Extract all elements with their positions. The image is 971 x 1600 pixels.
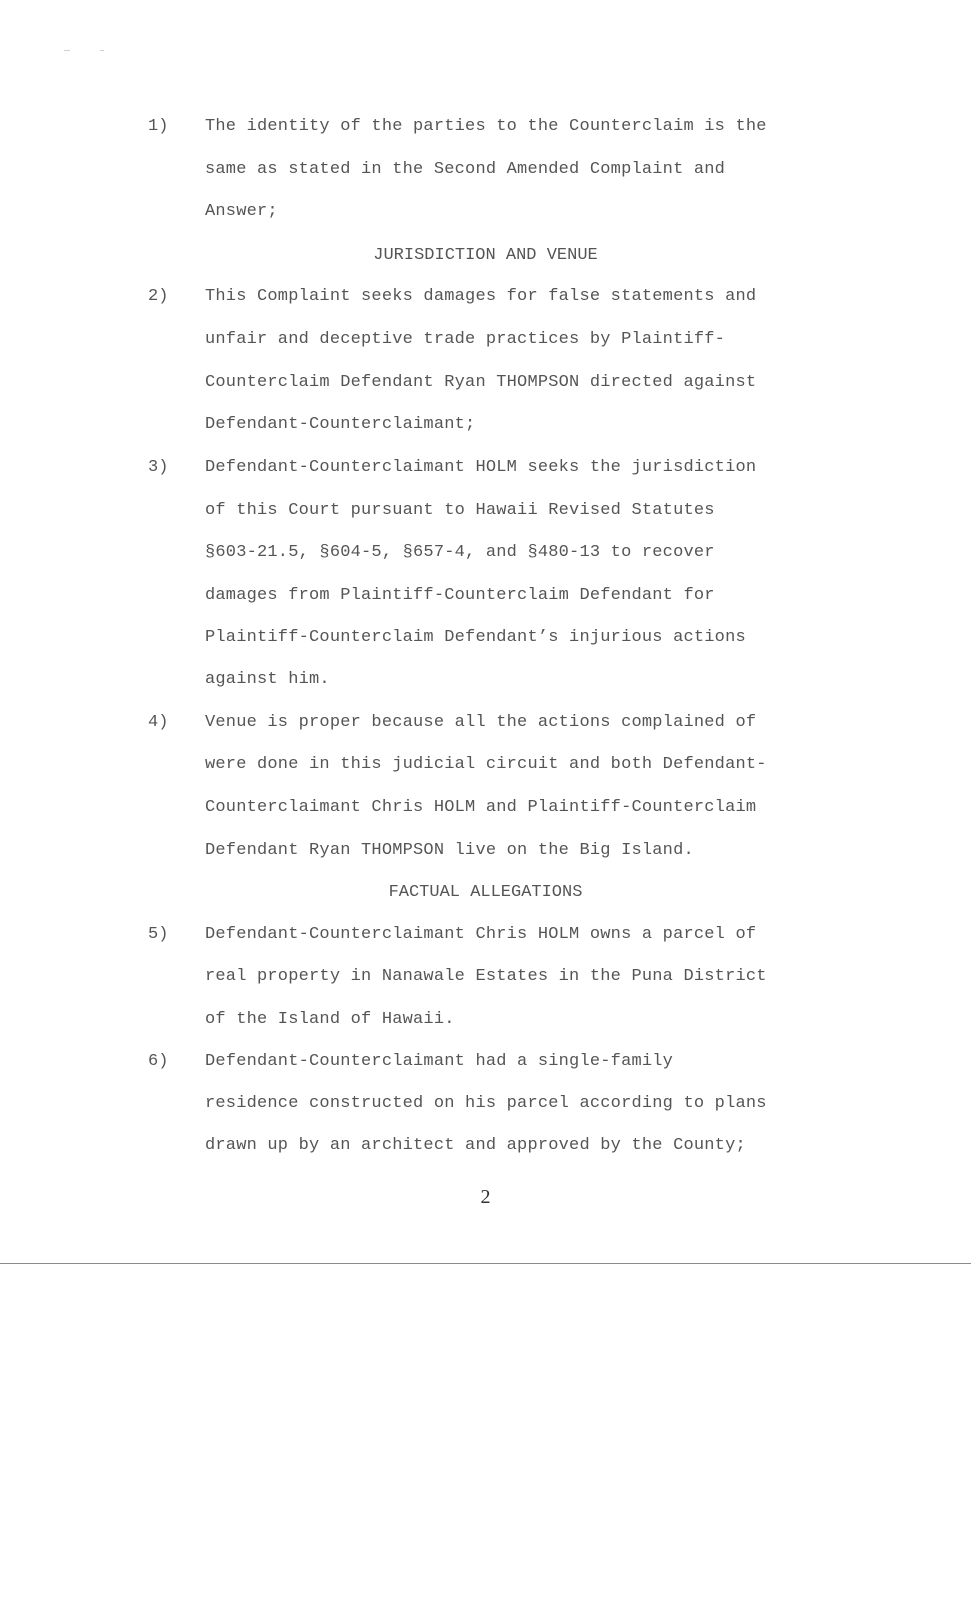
scan-speck [100,50,104,51]
paragraph-number: 6) [148,1052,169,1071]
section-heading-jurisdiction: JURISDICTION AND VENUE [373,246,598,265]
paragraph-line: damages from Plaintiff-Counterclaim Defendant for [205,586,715,605]
paragraph-line: This Complaint seeks damages for false statements and [205,287,757,306]
paragraph-line: Defendant-Counterclaimant Chris HOLM owns a parcel of [205,925,757,944]
paragraph-line: Counterclaim Defendant Ryan THOMPSON directed against [205,373,757,392]
footer-rule [0,1263,971,1264]
paragraph-line: Defendant-Counterclaimant; [205,415,476,434]
paragraph-line: Answer; [205,202,278,221]
scan-speck [64,50,70,51]
paragraph-line: Venue is proper because all the actions complained of [205,713,757,732]
paragraph-line: of the Island of Hawaii. [205,1010,455,1029]
paragraph-number: 4) [148,713,169,732]
section-heading-factual: FACTUAL ALLEGATIONS [388,883,583,902]
paragraph-line: Counterclaimant Chris HOLM and Plaintiff-Counterclaim [205,798,757,817]
paragraph-number: 5) [148,925,169,944]
paragraph-number: 3) [148,458,169,477]
paragraph-line: same as stated in the Second Amended Complaint and [205,160,726,179]
paragraph-line: drawn up by an architect and approved by the County; [205,1136,746,1155]
paragraph-line: Defendant-Counterclaimant HOLM seeks the jurisdiction [205,458,757,477]
paragraph-line: Defendant Ryan THOMPSON live on the Big Island. [205,841,694,860]
paragraph-number: 2) [148,287,169,306]
paragraph-line: The identity of the parties to the Counterclaim is the [205,117,767,136]
paragraph-line: unfair and deceptive trade practices by Plaintiff- [205,330,726,349]
paragraph-number: 1) [148,117,169,136]
paragraph-line: Plaintiff-Counterclaim Defendant’s injurious actions [205,628,746,647]
paragraph-line: Defendant-Counterclaimant had a single-family [205,1052,674,1071]
paragraph-line: §603-21.5, §604-5, §657-4, and §480-13 to recover [205,543,715,562]
paragraph-line: real property in Nanawale Estates in the Puna District [205,967,767,986]
paragraph-line: of this Court pursuant to Hawaii Revised Statutes [205,501,715,520]
paragraph-line: against him. [205,670,330,689]
paragraph-line: were done in this judicial circuit and both Defendant- [205,755,767,774]
page-number: 2 [480,1186,491,1208]
paragraph-line: residence constructed on his parcel according to plans [205,1094,767,1113]
